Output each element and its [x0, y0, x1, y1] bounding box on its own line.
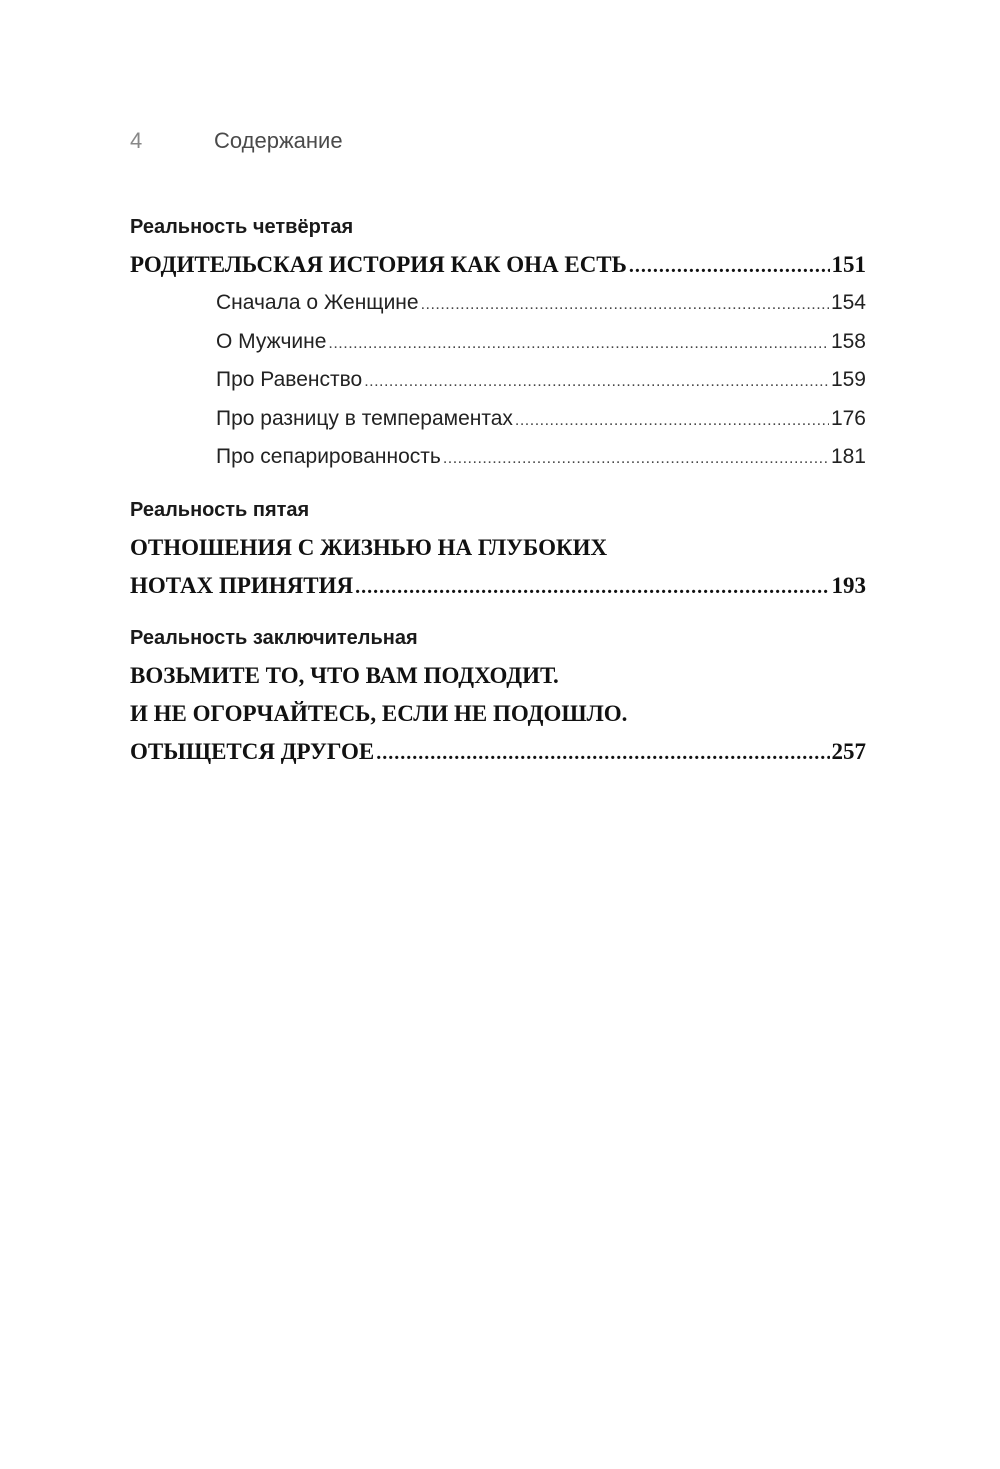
chapter-title-line: ВОЗЬМИТЕ ТО, ЧТО ВАМ ПОДХОДИТ. — [130, 662, 559, 688]
toc-entry[interactable] — [216, 438, 866, 477]
toc-entry-title: О Мужчине — [216, 329, 327, 353]
toc-section — [130, 619, 866, 771]
page-number: 4 — [130, 128, 143, 153]
toc-entry[interactable] — [216, 284, 866, 323]
toc-entry-page: 181 — [830, 445, 866, 468]
dot-leader — [629, 247, 830, 284]
dot-leader — [355, 568, 829, 605]
dot-leader — [515, 402, 829, 441]
dot-leader — [421, 286, 829, 325]
chapter-title[interactable] — [130, 246, 866, 284]
toc-entry[interactable] — [216, 400, 866, 439]
section-label: Реальность четвёртая — [130, 216, 354, 238]
toc-entry-title: Про разницу в темпераментах — [216, 406, 513, 430]
table-of-contents — [130, 208, 866, 785]
chapter-title-text: РОДИТЕЛЬСКАЯ ИСТОРИЯ КАК ОНА ЕСТЬ — [130, 252, 627, 277]
chapter-title-line: ОТНОШЕНИЯ С ЖИЗНЬЮ НА ГЛУБОКИХ — [130, 534, 608, 560]
dot-leader — [376, 734, 829, 771]
dot-leader — [364, 363, 829, 402]
toc-entry-title: Про сепарированность — [216, 445, 441, 468]
toc-entry-page: 176 — [830, 406, 866, 430]
toc-entry-page: 158 — [830, 329, 866, 353]
chapter-title[interactable] — [130, 567, 866, 605]
toc-entry[interactable] — [216, 361, 866, 400]
chapter-page-number: 193 — [831, 572, 866, 598]
toc-entry-page: 159 — [830, 368, 866, 391]
chapter-page-number: 257 — [831, 738, 866, 764]
chapter-title-text: НОТАХ ПРИНЯТИЯ — [130, 572, 354, 598]
dot-leader — [328, 325, 829, 364]
chapter-title[interactable] — [130, 733, 866, 771]
toc-entry-title: Сначала о Женщине — [216, 291, 419, 314]
chapter-title-line: И НЕ ОГОРЧАЙТЕСЬ, ЕСЛИ НЕ ПОДОШЛО. — [130, 700, 628, 726]
chapter-page-number: 151 — [831, 252, 866, 277]
running-title: Содержание — [214, 128, 343, 153]
section-label: Реальность заключительная — [130, 626, 418, 649]
dot-leader — [443, 440, 829, 479]
running-head — [130, 124, 343, 158]
toc-entry-page: 154 — [830, 291, 866, 314]
toc-entry-title: Про Равенство — [216, 368, 363, 391]
toc-section — [130, 491, 866, 605]
toc-section — [130, 208, 866, 477]
section-label: Реальность пятая — [130, 498, 310, 521]
toc-entry[interactable] — [216, 323, 866, 362]
chapter-title-text: ОТЫЩЕТСЯ ДРУГОЕ — [130, 738, 375, 764]
